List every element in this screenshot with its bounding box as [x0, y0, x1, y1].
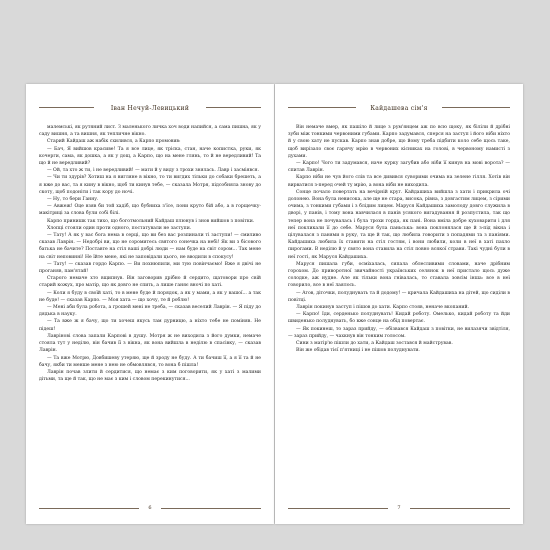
paragraph: — Та вже Мотрю, Довбишеву утеряю, ще й зроду не буду. А ти бачиш її, а я її та й не бачу, якби ти менше мене з нею не обмовлявся, то вона б пішла!	[39, 355, 261, 368]
paragraph: — Тату! А як у вас бога нема в серці, що ви без вас розпинали ті заступи! — смиливо сказав Лаврін. — Недобрі ви, що не соромитесь святого сонечка на небі! Як ви з бісового батька не бачите? Поставте на стіл ваші добрі люди — нам буде на світ сором... Так мене на світ неповинні! Не їйте мене, які не заповідали цього, не вводили в спокусу!	[39, 233, 261, 260]
paragraph: — Мені аби була робота, а грошей мені не треба, — сказав веселий Лаврін. — Я піду до дядька в науку.	[39, 305, 262, 318]
paragraph: Лаврін покинув заступ і пішов до хати. Карпо стояв, неначе вкопаний.	[296, 305, 469, 311]
paragraph: — Ну, то бери Ганну.	[47, 197, 99, 203]
paragraph: Він же обідав тієї п'ятниці і не пішов полуднувати.	[296, 348, 420, 354]
paragraph: — Карпо! Чого ти задумався, наче курку загубив або ніби її кинув на мові ворота? — спитав Лаврін.	[288, 161, 510, 174]
left-page-body	[39, 124, 261, 492]
paragraph: Старий Кайдаш аж набік схилився, а Карпо промовив:	[47, 139, 181, 145]
paragraph: Карпо принишк так тихо, що боготмольний Кайдаш плюнув і знов вийшов з повітки.	[47, 218, 255, 224]
paragraph: — Чи ти здурів? Хотиш на я вигляне в вікно, то ти вигдих тільки до собаки брешеть, а я вже до вас, та я кину в вікно, щоб ти кинув тебе, — сказала Мотря, підсобняла знову до скоту, щоб подоніти і так кору до ночі.	[39, 175, 261, 195]
paragraph: Сини з матір'ю пішли до хати, а Кайдаш зостався й майстрував.	[296, 341, 453, 347]
paragraph: — Та вже ж я бачу, що ти хочеш якусь там дурницю, а ніхто тебе не поміняв. Не підеш!	[39, 319, 261, 332]
paragraph: Він немаче вмер, як пашіло й лице з рум'янцем аж по всю щоку, як біліли й дрібні зуби між тонкими червоними губами. Карпо задумався, сперся на заступ і його ніби ніхто й у свою хату не пускав. Карпо знав добре, що йому треба підбити коло себе щось таке, щоб вирізало своє гарячу мрію в червоних кісниках на голові, в червоному намисті з духами.	[288, 125, 510, 159]
paragraph: — Карпо! Іди, серденько полуднувать! Кидай роботу. Омелько, кидай роботу та йди швиденько полуднувать, бо вже сонце на обід повертає.	[288, 312, 510, 325]
paragraph: — Коли я буду в своїй хаті, то в мене буде й порядок, а як у мами, а як у вашої... а так не буде! — сказав Карпо. — Моя хата — що хочу, те й роблю!	[39, 290, 261, 303]
paragraph: Сонце почало повертать на вечірній круг. Кайдашиха вийшла з хати і прикрила очі долонею. Вона була невисока, але ще не стара, висока, рівна, з довгастим лицем, з сірими очима, з тонкими губами і з блідим лицем. Маруся Кайдашиха замолоду довго служила в дворі, у панів, і тому вона навчилася в панів усякого вигадування й розпустила, так що тепер вона не почувалась і була трохи горда, як пані. Вона вміла добре куховарити і для неї покликали її до себе. Маруся була паньська: вона поклонялася ще й з-під вікна і цілувалася з панями в руку, та ще й так, що любила говорити з попадями та з паніями. Кайдашиха любила їх ставити на стіл гостям, і вони любили, коли в неї в хаті пахло пирогами. В неділю й у свято вона ставила на стіл повно всякої страви. Такі чудні були в неї гості, як Маруся Кайдашиха.	[288, 189, 510, 260]
running-head-author: Іван Нечуй-Левицький	[110, 104, 190, 112]
left-page-footer	[26, 504, 274, 512]
running-head-title: Кайдашева сім'я	[370, 104, 428, 112]
right-page-footer	[275, 504, 523, 512]
paragraph: Маруся пишала губи, осміхалась, сипала облесливими словами, наче дрібним горохом. До приворотної звичайності українських селянок в неї пристало щось дуже солодке, аж нудне. Але як тільки вона гнівалась, то ставала зовсім інша: все в неї говорило, все в неї лаялось.	[288, 261, 510, 289]
paragraph: — Як покинеш, то зараз прийду, — обізвався Кайдаш з повітки, не вилазячи звідтіля, — зараз прийду, — чахкнув він тонким голосом.	[288, 326, 510, 339]
paragraph: Карпо ніби не чув його слів та все дивився суворими очима на зелене гілля. Хотів він вирватися з-перед очей ту мрію, а вона ніби не виходила.	[288, 175, 510, 188]
paragraph: — Бач, Я вийшов красиве! Та я все лице, як тріска, стан, наче копистка, руки, як кочерги, сама, як дошка, а як у дощ, а Карпо, що на мене глянь, то й не вередливий! Та що й не вередливий?	[39, 146, 261, 167]
left-page	[26, 84, 274, 524]
right-page	[275, 84, 523, 524]
paragraph: — Авжеж! Оце взяв би той хадіб, що бубниха з'їсе, пони круто бій або, а в горщечку-макітриці за слова були собі білі.	[39, 204, 261, 217]
page-number: 6	[148, 505, 152, 511]
right-page-header	[275, 102, 523, 114]
paragraph: — Ой, та хто ж ти, і не вередливий! — мати й у виду з трохи знялась. Лавр і засміявся.	[47, 168, 260, 174]
paragraph: — Агов, діточки, полуднувать та й додому! — кричала Кайдашиха на дітей, що сиділи в повітці.	[288, 290, 510, 303]
left-page-header	[26, 102, 274, 114]
paragraph: Хлопці стояли один проти одного, постатували не заступи.	[47, 225, 192, 231]
right-page-body	[288, 124, 510, 492]
paragraph: Лаврін почав злити й сердитися, що немає з ким поговорити, як у хаті з малими дітьми, та ще й так, що не має з ким і словом перекинутися...	[39, 369, 261, 383]
page-number: 7	[397, 505, 401, 511]
paragraph: — Тату! — сказав гордо Карпо. — Ви похнюпили, ми тую повінчаємо! Вже я двічі не проганяв, пам'ятай!	[39, 261, 261, 275]
paragraph: малемські, як рутяний лист. З маленького личка хоч води напийся, а сама пишна, як у саду вишня, а та вишня, як тепличне вікно.	[39, 125, 261, 138]
paragraph: Старого немаче хто вщипнув. Він заговорив дрібно й сердито, щатовори про свій старий кожух, про матір, що як довго не спить, а лише ганяє вночі по хаті.	[39, 276, 261, 289]
paragraph: Лаврінові слова запали Карпові в душу. Мотря ж не виходила з його думки, немаче стояла тут у неділю, він бачив її з вікна, як вона вийшла в неділю в спасівку, — сказав Лаврін.	[39, 333, 261, 354]
